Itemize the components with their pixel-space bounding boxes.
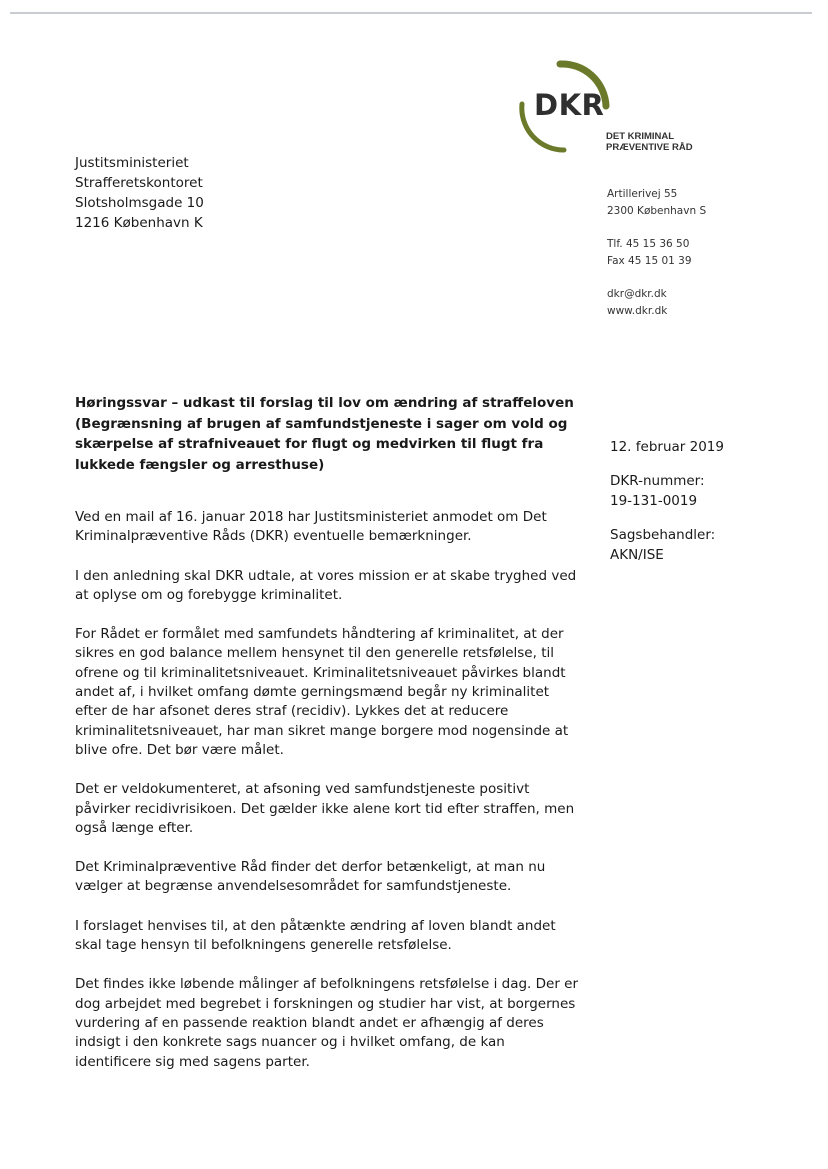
dkr-logo — [514, 60, 614, 156]
body-line: kriminalitetsniveauet, har man sikret mange borgere mod nogensinde at — [75, 722, 569, 739]
body-line: efter de har afsonet deres straf (recidiv). Lykkes det at reducere — [75, 703, 509, 720]
dkr-number-label: DKR-nummer: — [610, 473, 705, 489]
sender-fax: Fax 45 15 01 39 — [607, 255, 692, 267]
body-line: at oplyse om og forebygge kriminalitet. — [75, 586, 343, 603]
body-paragraph — [75, 625, 595, 760]
body-line: ofrene og til kriminalitetsniveauet. Kriminalitetsniveauet påvirkes blandt — [75, 664, 566, 681]
body-line: dog arbejdet med begrebet i forskningen og studier har vist, at borgernes — [75, 995, 576, 1012]
sender-web-block — [607, 286, 667, 320]
body-paragraph — [75, 975, 595, 1071]
recipient-line: 1216 København K — [75, 215, 203, 231]
body-line: skal tage hensyn til befolkningens generelle retsfølelse. — [75, 937, 452, 954]
body-line: vælger at begrænse anvendelsesområdet for samfundstjeneste. — [75, 878, 512, 895]
body-paragraph — [75, 917, 595, 956]
sender-address — [607, 186, 706, 220]
organization-name — [606, 131, 693, 153]
body-paragraph — [75, 567, 595, 606]
body-line: Det er veldokumenteret, at afsoning ved samfundstjeneste positivt — [75, 781, 530, 798]
letter-date: 12. februar 2019 — [610, 439, 724, 455]
body-line: blive ofre. Det bør være målet. — [75, 741, 284, 758]
body-line: også længe efter. — [75, 819, 194, 836]
case-handler-label: Sagsbehandler: — [610, 527, 716, 543]
sender-phone-block — [607, 236, 692, 270]
subject-line: Høringssvar – udkast til forslag til lov om ændring af straffeloven — [75, 395, 574, 411]
letter-body — [75, 508, 595, 1092]
body-line: I forslaget henvises til, at den påtænkte ændring af loven blandt andet — [75, 917, 556, 934]
body-line: sikres en god balance mellem hensynet til den generelle retsfølelse, til — [75, 645, 554, 662]
recipient-address — [75, 153, 204, 233]
body-line: påvirker recidivrisikoen. Det gælder ikke alene kort tid efter straffen, men — [75, 800, 575, 817]
subject-line: (Begrænsning af brugen af samfundstjeneste i sager om vold og — [75, 415, 568, 432]
body-line: Ved en mail af 16. januar 2018 har Justitsministeriet anmodet om Det — [75, 509, 547, 525]
body-line: identificere sig med sagens parter. — [75, 1053, 310, 1070]
body-paragraph — [75, 780, 595, 838]
recipient-line: Justitsministeriet — [75, 155, 189, 171]
logo-letters: DKR — [534, 88, 605, 122]
sender-phone: Tlf. 45 15 36 50 — [607, 238, 690, 250]
body-line: Det Kriminalpræventive Råd finder det derfor betænkeligt, at man nu — [75, 859, 546, 876]
sender-website: www.dkr.dk — [607, 305, 668, 317]
case-handler: AKN/ISE — [610, 547, 664, 563]
organization-name-line: DET KRIMINAL — [606, 131, 675, 142]
body-paragraph — [75, 508, 595, 547]
body-line: Det findes ikke løbende målinger af befolkningens retsfølelse i dag. Der er — [75, 976, 579, 993]
body-line: vurdering af en passende reaktion blandt andet er afhængig af deres — [75, 1014, 544, 1031]
scan-edge-line — [10, 12, 812, 14]
body-line: For Rådet er formålet med samfundets håndtering af kriminalitet, at der — [75, 626, 564, 643]
subject-line: lukkede fængsler og arresthuse) — [75, 456, 325, 473]
body-line: I den anledning skal DKR udtale, at vores mission er at skabe tryghed ved — [75, 567, 577, 584]
sender-street: Artillerivej 55 — [607, 188, 678, 200]
recipient-line: Slotsholmsgade 10 — [75, 195, 204, 211]
organization-name-line: PRÆVENTIVE RÅD — [606, 142, 693, 153]
sender-city: 2300 København S — [607, 205, 707, 217]
letter-subject — [75, 393, 595, 475]
body-paragraph — [75, 858, 595, 897]
body-line: indsigt i den konkrete sags nuancer og i hvilket omfang, de kan — [75, 1034, 505, 1051]
letter-meta — [610, 437, 724, 565]
body-line: andet af, i hvilket omfang dømte gerningsmænd begår ny kriminalitet — [75, 684, 550, 701]
dkr-number: 19-131-0019 — [610, 493, 698, 509]
recipient-line: Strafferetskontoret — [75, 175, 203, 191]
body-line: Kriminalpræventive Råds (DKR) eventuelle bemærkninger. — [75, 528, 472, 545]
sender-email: dkr@dkr.dk — [607, 288, 667, 300]
subject-line: skærpelse af strafniveauet for flugt og medvirken til flugt fra — [75, 436, 544, 452]
